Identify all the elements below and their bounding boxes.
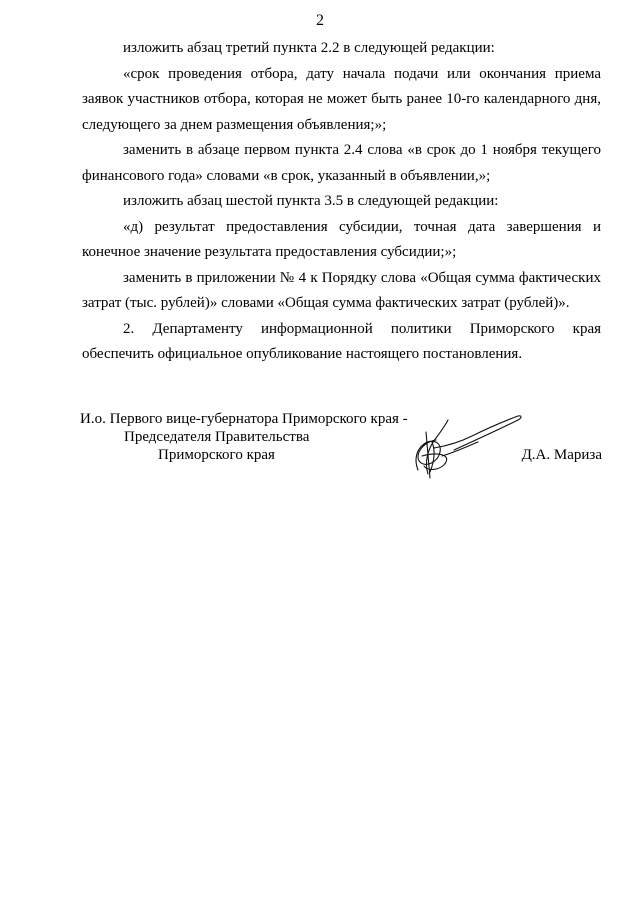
signatory-name: Д.А. Мариза [521,447,602,463]
handwritten-signature [406,412,526,482]
paragraph-publication-order: 2. Департаменту информационной политики Приморского края обеспечить официальное опубликование настоящего постановления. [82,320,601,362]
page-number: 2 [316,12,324,29]
paragraph-amend-2-4: заменить в абзаце первом пункта 2.4 слова «в срок до 1 ноября текущего финансового года» словами «в срок, указанный в объявлении,»; [82,142,601,184]
document-body [82,36,601,368]
paragraph-amend-3-5: изложить абзац шестой пункта 3.5 в следующей редакции: [123,193,499,209]
paragraph-amend-2-2: изложить абзац третий пункта 2.2 в следующей редакции: [123,40,495,56]
signatory-position-line1: И.о. Первого вице-губернатора Приморского края - [80,411,408,427]
signatory-position-line2: Председателя Правительства [124,429,310,445]
paragraph-amend-appendix-4: заменить в приложении № 4 к Порядку слова «Общая сумма фактических затрат (тыс. рублей)» словами «Общая сумма фактических затрат (рублей)». [82,269,601,311]
signatory-position-line3: Приморского края [158,447,275,463]
paragraph-quote-selection-period: «срок проведения отбора, дату начала подачи или окончания приема заявок участников отбора, которая не может быть ранее 10-го календарного дня, следующего за днем размещения объявления;»; [82,65,601,133]
paragraph-quote-subsidy-result: «д) результат предоставления субсидии, точная дата завершения и конечное значение результата предоставления субсидии;»; [82,218,601,260]
